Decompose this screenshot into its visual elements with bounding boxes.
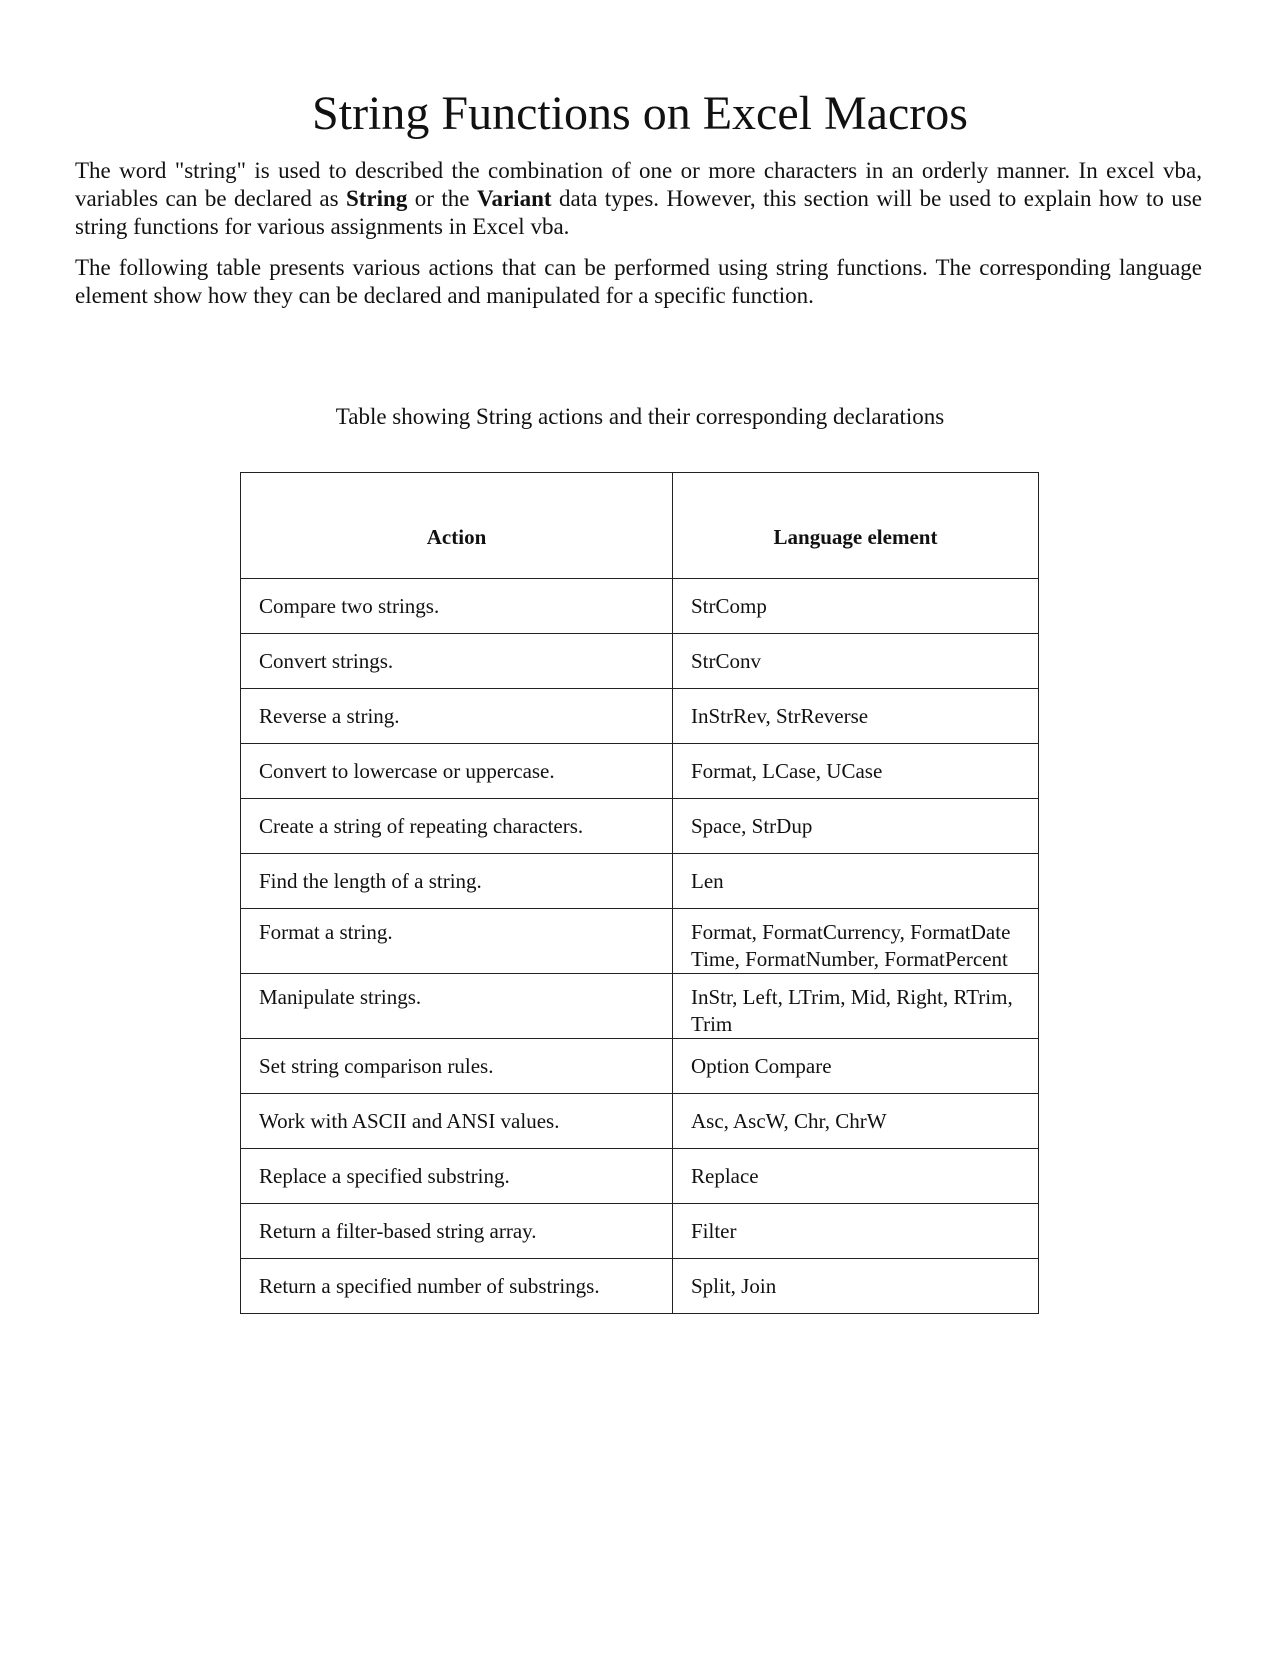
action-cell: Format a string. (241, 909, 673, 974)
language-element-cell: Replace (673, 1149, 1039, 1204)
table-row (241, 799, 1039, 854)
table-row (241, 909, 1039, 974)
language-element-cell: Asc, AscW, Chr, ChrW (673, 1094, 1039, 1149)
action-cell: Manipulate strings. (241, 974, 673, 1039)
table-row (241, 1204, 1039, 1259)
language-element-cell: Format, FormatCurrency, FormatDateTime, FormatNumber, FormatPercent (673, 909, 1039, 974)
action-cell: Set string comparison rules. (241, 1039, 673, 1094)
action-cell: Convert to lowercase or uppercase. (241, 744, 673, 799)
header-action: Action (241, 473, 673, 579)
table-row (241, 974, 1039, 1039)
action-cell: Find the length of a string. (241, 854, 673, 909)
language-element-cell: Space, StrDup (673, 799, 1039, 854)
intro-paragraph (75, 157, 1202, 241)
action-cell: Work with ASCII and ANSI values. (241, 1094, 673, 1149)
string-functions-table (240, 472, 1039, 1314)
language-element-cell: InStr, Left, LTrim, Mid, Right, RTrim, Trim (673, 974, 1039, 1039)
page-title: String Functions on Excel Macros (312, 87, 968, 140)
table-row (241, 634, 1039, 689)
table-intro-paragraph: The following table presents various actions that can be performed using string functions. The corresponding language element show how they can be declared and manipulated for a specific function. (75, 255, 1202, 308)
language-element-cell: Split, Join (673, 1259, 1039, 1314)
header-language-element: Language element (673, 473, 1039, 579)
language-element-cell: Len (673, 854, 1039, 909)
table-row (241, 854, 1039, 909)
intro-text-part2: or the (407, 186, 477, 211)
action-cell: Return a filter-based string array. (241, 1204, 673, 1259)
intro-bold-string: String (345, 186, 408, 211)
table-row (241, 1149, 1039, 1204)
table-row (241, 1039, 1039, 1094)
action-cell: Create a string of repeating characters. (241, 799, 673, 854)
table-header-row (241, 473, 1039, 579)
intro-text-part3: data types. However, this section will be used to explain how to use string functions for various assignments in Excel vba. (75, 186, 1202, 239)
table-row (241, 744, 1039, 799)
language-element-cell: Filter (673, 1204, 1039, 1259)
action-cell: Replace a specified substring. (241, 1149, 673, 1204)
action-cell: Reverse a string. (241, 689, 673, 744)
action-cell: Convert strings. (241, 634, 673, 689)
table-row (241, 689, 1039, 744)
language-element-cell: StrConv (673, 634, 1039, 689)
intro-text-part1: The word "string" is used to described the combination of one or more characters in an orderly manner. In excel vba, variables can be declared as (75, 158, 1202, 211)
table-row (241, 579, 1039, 634)
table-caption: Table showing String actions and their corresponding declarations (335, 404, 945, 429)
action-cell: Compare two strings. (241, 579, 673, 634)
action-cell: Return a specified number of substrings. (241, 1259, 673, 1314)
table-row (241, 1094, 1039, 1149)
language-element-cell: InStrRev, StrReverse (673, 689, 1039, 744)
language-element-cell: Option Compare (673, 1039, 1039, 1094)
language-element-cell: StrComp (673, 579, 1039, 634)
language-element-cell: Format, LCase, UCase (673, 744, 1039, 799)
table-row (241, 1259, 1039, 1314)
intro-bold-variant: Variant (476, 186, 552, 211)
